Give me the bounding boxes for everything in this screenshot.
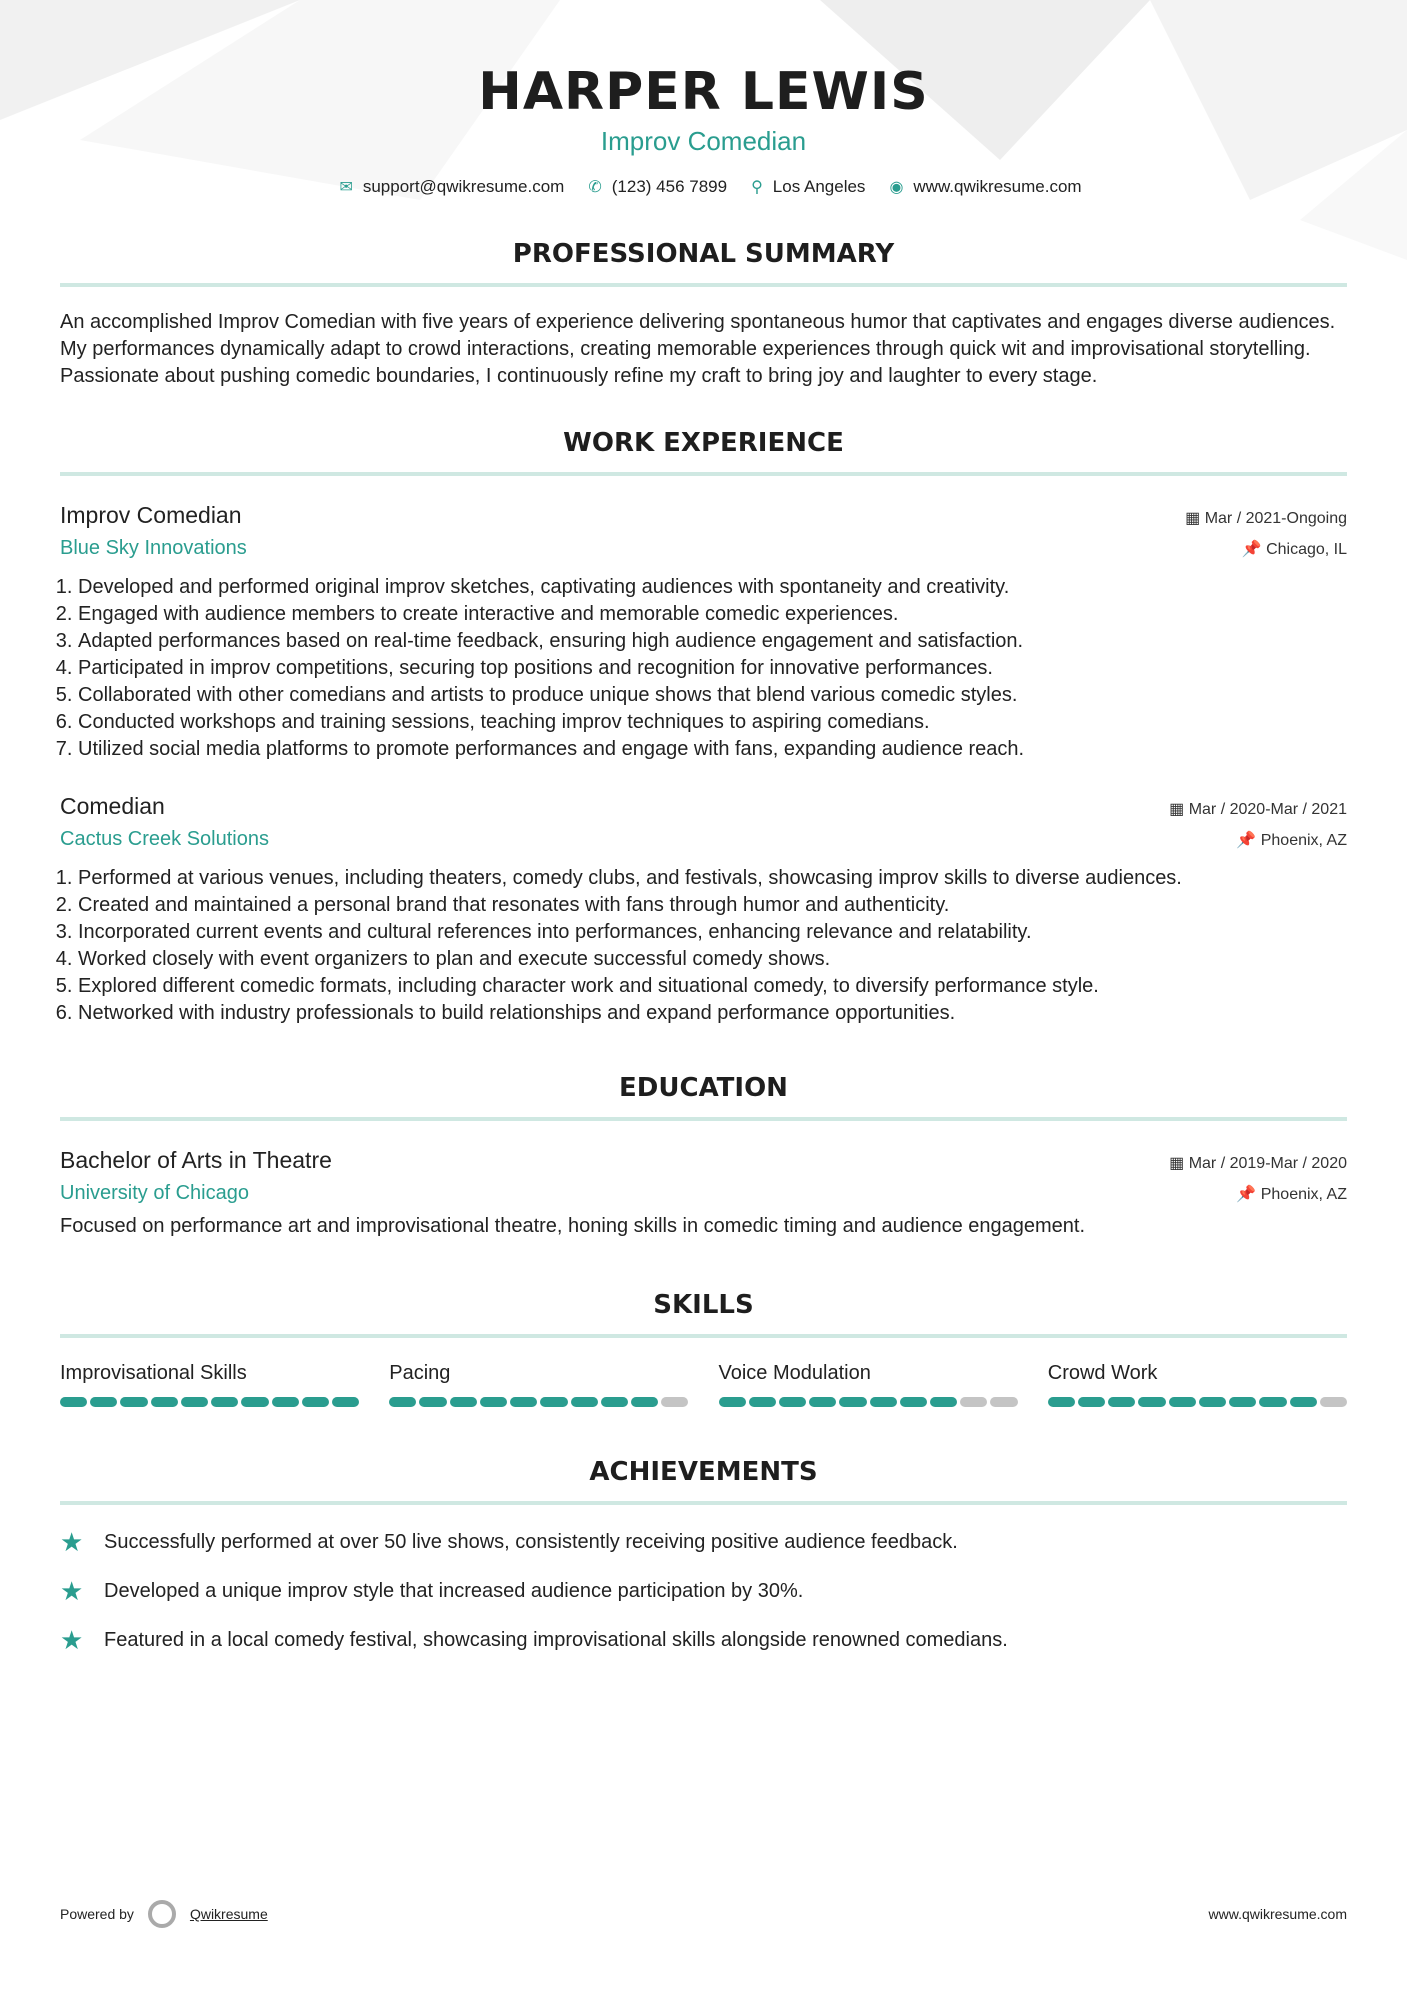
achievement-text: Developed a unique improv style that increased audience participation by 30%. [104,1580,804,1602]
star-icon: ★ [60,1625,84,1655]
skill-segment [960,1397,987,1407]
skill-item [60,1362,359,1407]
phone-icon: ✆ [588,179,602,196]
skill-segment [1169,1397,1196,1407]
education-location: Phoenix, AZ [1260,1186,1347,1203]
email-icon: ✉ [339,179,353,196]
star-icon: ★ [60,1576,84,1606]
skill-segment [1199,1397,1226,1407]
skill-segment [60,1397,87,1407]
job-date: Mar / 2021-Ongoing [1204,510,1347,527]
section-heading-achievements: ACHIEVEMENTS [60,1457,1347,1505]
skill-segment [120,1397,147,1407]
candidate-title: Improv Comedian [600,126,807,156]
section-heading-summary: PROFESSIONAL SUMMARY [60,239,1347,287]
skill-segment [1108,1397,1135,1407]
skill-segment [151,1397,178,1407]
job-duties [60,865,1347,1027]
duty-item: 2. Engaged with audience members to create interactive and memorable comedic experiences. [78,601,1347,628]
skill-segment [302,1397,329,1407]
skill-segment [272,1397,299,1407]
duty-item: 2. Created and maintained a personal brand that resonates with fans through humor and authenticity. [78,892,1347,919]
section-heading-education: EDUCATION [60,1073,1347,1121]
candidate-name: HARPER LEWIS [478,62,929,122]
duty-item: 7. Utilized social media platforms to promote performances and engage with fans, expanding audience reach. [78,736,1347,763]
skill-segment [332,1397,359,1407]
skill-segment [990,1397,1017,1407]
calendar-icon: ▦ [1169,1155,1189,1172]
pin-icon: 📌 [1236,832,1261,849]
star-icon: ★ [60,1527,84,1557]
duty-item: 6. Networked with industry professionals to build relationships and expand performance opportunities. [78,1000,1347,1027]
education-entry [60,1147,1347,1240]
globe-icon: ◉ [889,179,904,196]
skill-segment [1259,1397,1286,1407]
skill-segment [749,1397,776,1407]
duty-item: 5. Explored different comedic formats, including character work and situational comedy, to diversify performance style. [78,973,1347,1000]
skill-item [389,1362,688,1407]
achievement-item [60,1527,1347,1558]
website[interactable]: www.qwikresume.com [913,177,1082,196]
location: Los Angeles [772,177,866,196]
skills-list [60,1362,1347,1407]
skill-segment [601,1397,628,1407]
footer [60,1900,1347,1928]
achievement-item [60,1576,1347,1607]
job-title: Improv Comedian [60,502,242,528]
degree: Bachelor of Arts in Theatre [60,1147,332,1173]
skill-item [1048,1362,1347,1407]
job-location: Chicago, IL [1266,541,1347,558]
duty-item: 1. Performed at various venues, including theaters, comedy clubs, and festivals, showcasing improv skills to diverse audiences. [78,865,1347,892]
skill-segment [510,1397,537,1407]
skill-segment [419,1397,446,1407]
summary-text: An accomplished Improv Comedian with five years of experience delivering spontaneous humor that captivates and engages diverse audiences. My performances dynamically adapt to crowd interactions, creating memorable experiences through quick wit and improvisational storytelling. Passionate about pushing comedic boundaries, I continuously refine my craft to bring joy and laughter to every stage. [60,311,1336,387]
skill-segment [241,1397,268,1407]
skill-name: Improvisational Skills [60,1362,247,1384]
skill-name: Voice Modulation [718,1362,871,1384]
skill-segment [1048,1397,1075,1407]
skill-segment [1290,1397,1317,1407]
education-text: Focused on performance art and improvisational theatre, honing skills in comedic timing and audience engagement. [60,1215,1086,1237]
skill-item [719,1362,1018,1407]
education-date: Mar / 2019-Mar / 2020 [1188,1155,1347,1172]
skill-segment [719,1397,746,1407]
duty-item: 1. Developed and performed original improv sketches, captivating audiences with spontaneity and creativity. [78,574,1347,601]
company: Cactus Creek Solutions [60,828,269,850]
powered-by: Powered by [60,1906,134,1922]
skill-name: Pacing [389,1362,451,1384]
skill-level-bar [389,1397,688,1407]
location-pin-icon: ⚲ [751,179,763,196]
job-duties [60,574,1347,763]
section-heading-experience: WORK EXPERIENCE [60,428,1347,476]
contact-bar [60,177,1347,197]
skill-segment [661,1397,688,1407]
duty-item: 3. Incorporated current events and cultural references into performances, enhancing relevance and relatability. [78,919,1347,946]
skill-segment [809,1397,836,1407]
job-title: Comedian [60,793,165,819]
duty-item: 6. Conducted workshops and training sessions, teaching improv techniques to aspiring comedians. [78,709,1347,736]
skill-segment [900,1397,927,1407]
job-entry [60,502,1347,763]
duty-item: 5. Collaborated with other comedians and artists to produce unique shows that blend various comedic styles. [78,682,1347,709]
skill-segment [90,1397,117,1407]
skill-level-bar [1048,1397,1347,1407]
skill-segment [1320,1397,1347,1407]
skill-segment [1078,1397,1105,1407]
footer-site[interactable]: www.qwikresume.com [1208,1906,1347,1922]
skill-segment [181,1397,208,1407]
job-entry [60,793,1347,1027]
achievement-text: Featured in a local comedy festival, showcasing improvisational skills alongside renowned comedians. [104,1629,1008,1651]
skill-name: Crowd Work [1047,1362,1158,1384]
calendar-icon: ▦ [1185,510,1205,527]
email[interactable]: support@qwikresume.com [362,177,565,196]
skill-level-bar [60,1397,359,1407]
pin-icon: 📌 [1236,1186,1261,1203]
phone: (123) 456 7899 [611,177,728,196]
job-location: Phoenix, AZ [1260,832,1347,849]
calendar-icon: ▦ [1169,801,1189,818]
skill-level-bar [719,1397,1018,1407]
skill-segment [480,1397,507,1407]
skill-segment [930,1397,957,1407]
qwikresume-logo-icon [148,1900,176,1928]
achievement-text: Successfully performed at over 50 live shows, consistently receiving positive audience feedback. [104,1531,958,1553]
skill-segment [571,1397,598,1407]
skill-segment [631,1397,658,1407]
duty-item: 4. Worked closely with event organizers to plan and execute successful comedy shows. [78,946,1347,973]
duty-item: 3. Adapted performances based on real-time feedback, ensuring high audience engagement and satisfaction. [78,628,1347,655]
skill-segment [211,1397,238,1407]
skill-segment [870,1397,897,1407]
company: Blue Sky Innovations [60,537,247,559]
section-heading-skills: SKILLS [60,1290,1347,1338]
brand-link[interactable]: Qwikresume [189,1906,268,1922]
school: University of Chicago [60,1182,249,1204]
skill-segment [450,1397,477,1407]
skill-segment [839,1397,866,1407]
skill-segment [389,1397,416,1407]
skill-segment [540,1397,567,1407]
skill-segment [1229,1397,1256,1407]
skill-segment [779,1397,806,1407]
skill-segment [1138,1397,1165,1407]
pin-icon: 📌 [1241,541,1267,558]
job-date: Mar / 2020-Mar / 2021 [1188,801,1347,818]
duty-item: 4. Participated in improv competitions, securing top positions and recognition for innovative performances. [78,655,1347,682]
achievement-item [60,1625,1347,1656]
